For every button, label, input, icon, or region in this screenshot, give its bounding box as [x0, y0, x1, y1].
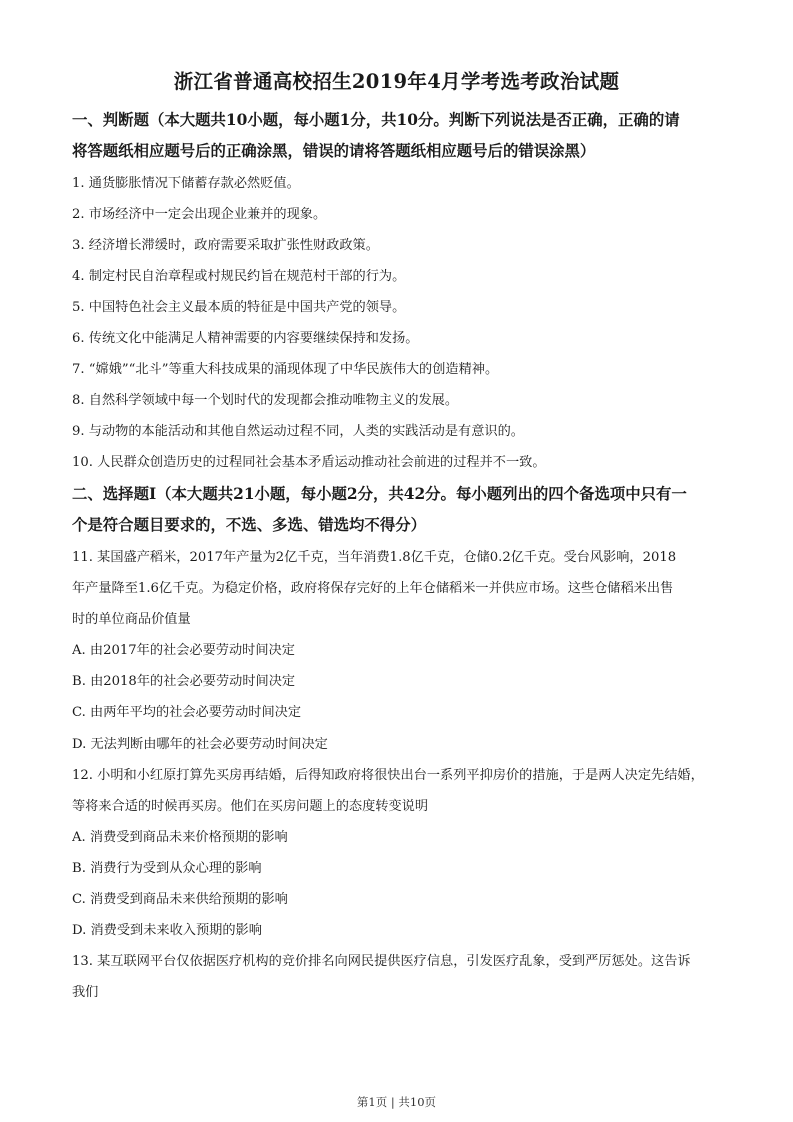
judgment-item-10: 10. 人民群众创造历史的过程同社会基本矛盾运动推动社会前进的过程并不一致。	[72, 455, 546, 470]
question-12-option-d: D. 消费受到未来收入预期的影响	[72, 923, 262, 938]
judgment-item-2: 2. 市场经济中一定会出现企业兼并的现象。	[72, 207, 327, 222]
question-12-option-c: C. 消费受到商品未来供给预期的影响	[72, 892, 288, 907]
page-footer: 第1页 | 共10页	[356, 1095, 437, 1109]
question-13-stem-line1: 13. 某互联网平台仅依据医疗机构的竞价排名向网民提供医疗信息，引发医疗乱象，受到严厉惩处。这告诉	[72, 954, 691, 969]
page-title: 浙江省普通高校招生2019年4月学考选考政治试题	[173, 70, 620, 93]
question-13-stem-line2: 我们	[72, 985, 99, 1000]
question-11-stem-line3: 时的单位商品价值量	[72, 612, 191, 627]
question-11-option-d: D. 无法判断由哪年的社会必要劳动时间决定	[72, 737, 328, 752]
judgment-item-3: 3. 经济增长滞缓时，政府需要采取扩张性财政政策。	[72, 238, 379, 253]
judgment-item-1: 1. 通货膨胀情况下储蓄存款必然贬值。	[72, 176, 300, 191]
judgment-item-6: 6. 传统文化中能满足人精神需要的内容要继续保持和发扬。	[72, 331, 419, 346]
judgment-item-5: 5. 中国特色社会主义最本质的特征是中国共产党的领导。	[72, 300, 406, 315]
section2-heading-line1: 二、选择题Ⅰ（本大题共21小题，每小题2分，共42分。每小题列出的四个备选项中只有一	[72, 485, 687, 503]
question-12-stem-line2: 等将来合适的时候再买房。他们在买房问题上的态度转变说明	[72, 799, 429, 814]
section2-heading-line2: 个是符合题目要求的，不选、多选、错选均不得分）	[72, 516, 426, 534]
judgment-item-4: 4. 制定村民自治章程或村规民约旨在规范村干部的行为。	[72, 269, 406, 284]
judgment-item-8: 8. 自然科学领域中每一个划时代的发现都会推动唯物主义的发展。	[72, 393, 459, 408]
section1-heading-line1: 一、判断题（本大题共10小题，每小题1分，共10分。判断下列说法是否正确，正确的请	[72, 111, 680, 129]
section1-heading-line2: 将答题纸相应题号后的正确涂黑，错误的请将答题纸相应题号后的错误涂黑）	[72, 142, 596, 160]
question-11-stem-line2: 年产量降至1.6亿千克。为稳定价格，政府将保存完好的上年仓储稻米一并供应市场。这些仓储稻米出售	[72, 581, 674, 596]
judgment-item-9: 9. 与动物的本能活动和其他自然运动过程不同，人类的实践活动是有意识的。	[72, 424, 524, 439]
question-11-option-a: A. 由2017年的社会必要劳动时间决定	[72, 643, 295, 658]
question-12-option-a: A. 消费受到商品未来价格预期的影响	[72, 830, 288, 845]
judgment-item-7: 7. “嫦娥”“北斗”等重大科技成果的涌现体现了中华民族伟大的创造精神。	[72, 362, 499, 377]
question-11-option-b: B. 由2018年的社会必要劳动时间决定	[72, 674, 296, 689]
question-11-stem-line1: 11. 某国盛产稻米，2017年产量为2亿千克，当年消费1.8亿千克，仓储0.2亿千克。受台风影响，2018	[72, 550, 677, 565]
question-12-stem-line1: 12. 小明和小红原打算先买房再结婚，后得知政府将很快出台一系列平抑房价的措施，于是两人决定先结婚，	[72, 768, 704, 783]
question-11-option-c: C. 由两年平均的社会必要劳动时间决定	[72, 705, 302, 720]
question-12-option-b: B. 消费行为受到从众心理的影响	[72, 861, 262, 876]
